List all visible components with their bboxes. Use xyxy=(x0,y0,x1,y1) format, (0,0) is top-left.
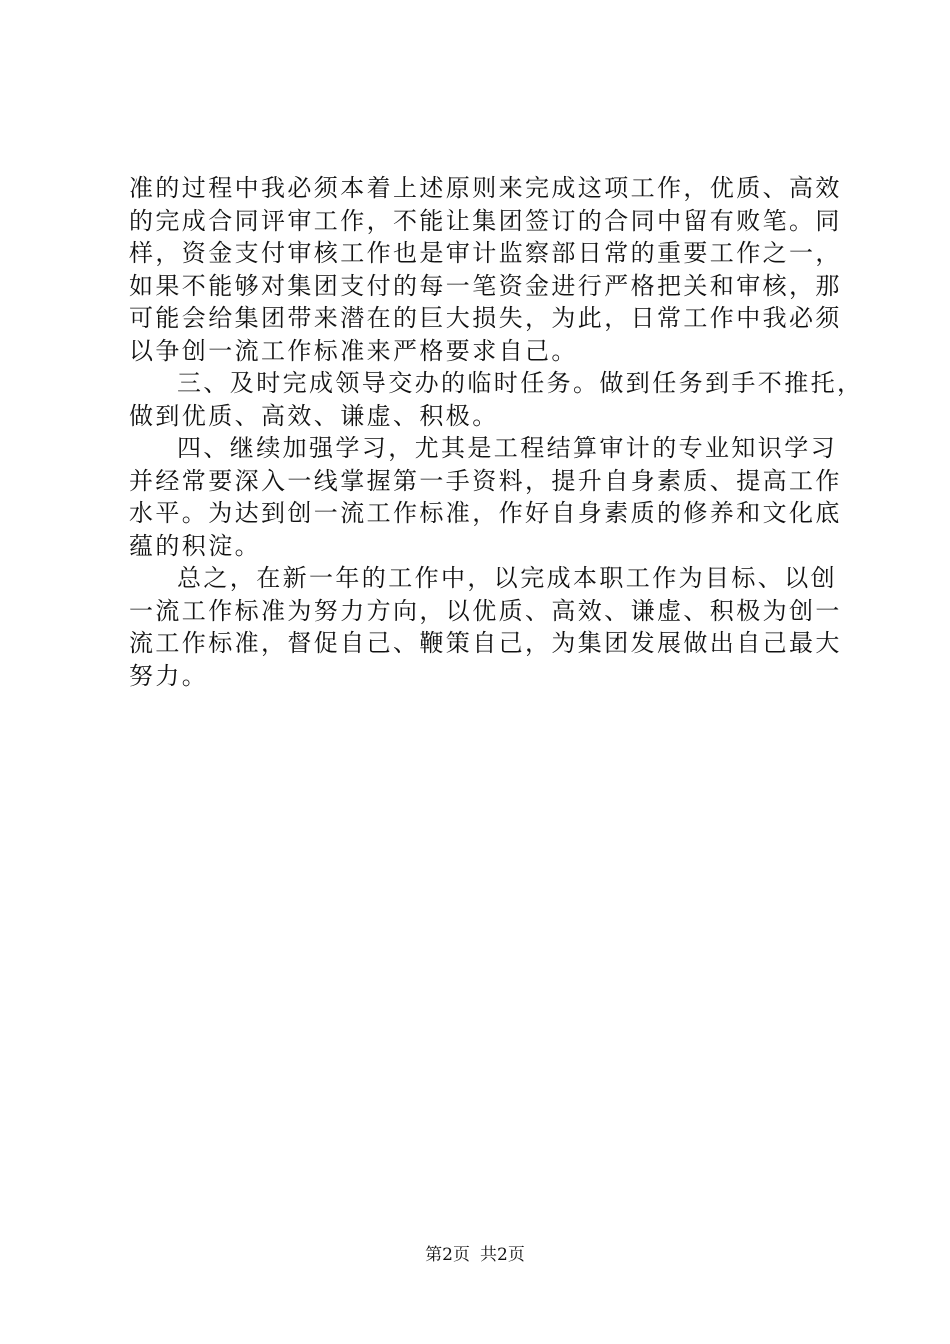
page-number-current: 第2页 xyxy=(425,1245,470,1265)
text-line: 努力。 xyxy=(129,661,209,690)
text-line: 蕴的积淀。 xyxy=(129,531,261,560)
text-line: 水平。为达到创一流工作标准，作好自身素质的修养和文化底 xyxy=(129,499,842,527)
document-body xyxy=(129,172,864,692)
text-line: 流工作标准，督促自己、鞭策自己，为集团发展做出自己最大 xyxy=(129,629,842,657)
paragraph-start-line: 三、及时完成领导交办的临时任务。做到任务到手不推托， xyxy=(177,369,864,397)
text-line: 准的过程中我必须本着上述原则来完成这项工作，优质、高效 xyxy=(129,174,842,202)
paragraph-start-line: 总之，在新一年的工作中，以完成本职工作为目标、以创 xyxy=(177,564,837,592)
text-line: 做到优质、高效、谦虚、积极。 xyxy=(129,401,499,430)
text-line: 样，资金支付审核工作也是审计监察部日常的重要工作之一， xyxy=(129,239,842,267)
text-line: 如果不能够对集团支付的每一笔资金进行严格把关和审核，那 xyxy=(129,271,842,300)
text-line: 并经常要深入一线掌握第一手资料，提升自身素质、提高工作 xyxy=(129,466,842,495)
paragraph-start-line: 四、继续加强学习，尤其是工程结算审计的专业知识学习 xyxy=(177,434,837,462)
page-number-total: 共2页 xyxy=(480,1245,525,1265)
page-footer xyxy=(0,1244,950,1266)
text-line: 一流工作标准为努力方向，以优质、高效、谦虚、积极为创一 xyxy=(129,596,842,625)
text-line: 可能会给集团带来潜在的巨大损失，为此，日常工作中我必须 xyxy=(129,304,842,332)
text-line: 以争创一流工作标准来严格要求自己。 xyxy=(129,336,578,365)
text-line: 的完成合同评审工作，不能让集团签订的合同中留有败笔。同 xyxy=(129,206,842,235)
